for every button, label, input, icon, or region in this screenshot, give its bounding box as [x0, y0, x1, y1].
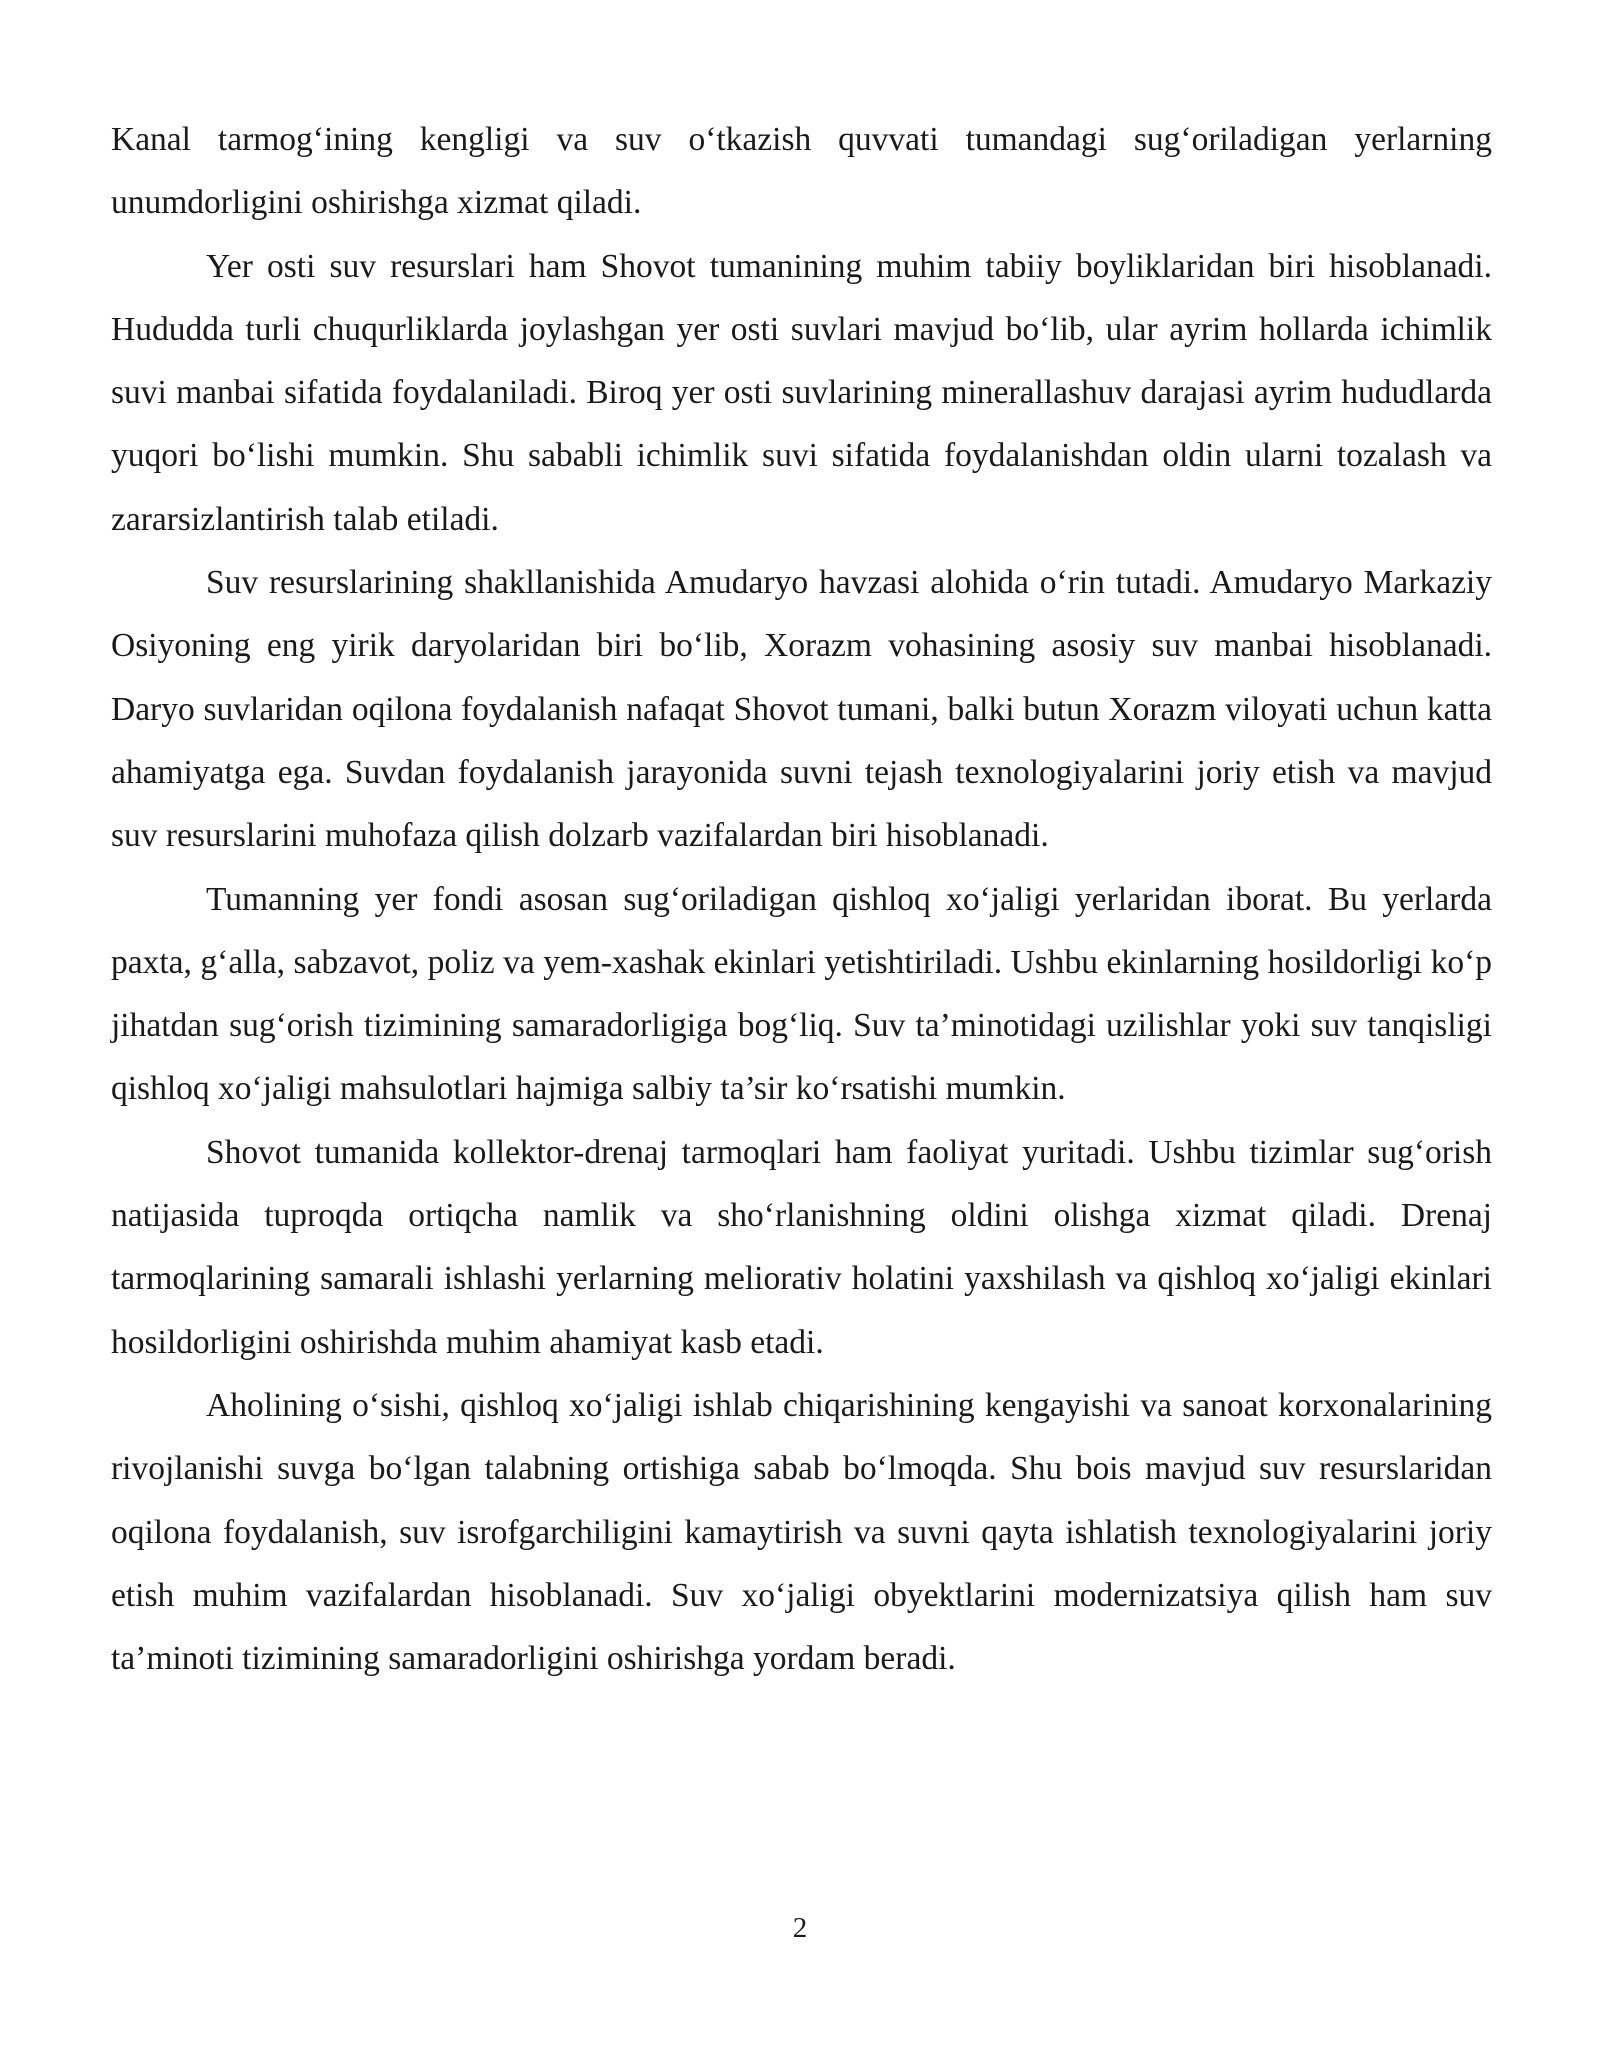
paragraph-1: Kanal tarmog‘ining kengligi va suv o‘tkazish quvvati tumandagi sug‘oriladigan yerlarning unumdorligini oshirishga xizmat qiladi. [111, 121, 1492, 222]
paragraph-5: Shovot tumanida kollektor-drenaj tarmoqlari ham faoliyat yuritadi. Ushbu tizimlar sug‘orish natijasida tuproqda ortiqcha namlik va sho‘rlanishning oldini olishga xizmat qiladi. Drenaj tarmoqlarining samarali ishlashi yerlarning meliorativ holatini yaxshilash va qishloq xo‘jaligi ekinlari hosildorligini oshirishda muhim ahamiyat kasb etadi. [111, 1133, 1492, 1361]
paragraph-2: Yer osti suv resurslari ham Shovot tumanining muhim tabiiy boyliklaridan biri hisoblanadi. Hududda turli chuqurliklarda joylashgan yer osti suvlari mavjud bo‘lib, ular ayrim hollarda ichimlik suvi manbai sifatida foydalaniladi. Biroq yer osti suvlarining minerallashuv darajasi ayrim hududlarda yuqori bo‘lishi mumkin. Shu sababli ichimlik suvi sifatida foydalanishdan oldin ularni tozalash va zararsizlantirish talab etiladi. [111, 247, 1492, 538]
paragraph-4: Tumanning yer fondi asosan sug‘oriladigan qishloq xo‘jaligi yerlaridan iborat. Bu yerlarda paxta, g‘alla, sabzavot, poliz va yem-xashak ekinlari yetishtiriladi. Ushbu ekinlarning hosildorligi ko‘p jihatdan sug‘orish tizimining samaradorligiga bog‘liq. Suv ta’minotidagi uzilishlar yoki suv tanqisligi qishloq xo‘jaligi mahsulotlari hajmiga salbiy ta’sir ko‘rsatishi mumkin. [111, 880, 1492, 1108]
document-page [111, 108, 1492, 1690]
page-number: 2 [792, 1912, 808, 1944]
paragraph-3: Suv resurslarining shakllanishida Amudaryo havzasi alohida o‘rin tutadi. Amudaryo Markaziy Osiyoning eng yirik daryolaridan biri bo‘lib, Xorazm vohasining asosiy suv manbai hisoblanadi. Daryo suvlaridan oqilona foydalanish nafaqat Shovot tumani, balki butun Xorazm viloyati uchun katta ahamiyatga ega. Suvdan foydalanish jarayonida suvni tejash texnologiyalarini joriy etish va mavjud suv resurslarini muhofaza qilish dolzarb vazifalardan biri hisoblanadi. [111, 564, 1492, 855]
paragraph-6: Aholining o‘sishi, qishloq xo‘jaligi ishlab chiqarishining kengayishi va sanoat korxonalarining rivojlanishi suvga bo‘lgan talabning ortishiga sabab bo‘lmoqda. Shu bois mavjud suv resurslaridan oqilona foydalanish, suv isrofgarchiligini kamaytirish va suvni qayta ishlatish texnologiyalarini joriy etish muhim vazifalardan hisoblanadi. Suv xo‘jaligi obyektlarini modernizatsiya qilish ham suv ta’minoti tizimining samaradorligini oshirishga yordam beradi. [111, 1386, 1492, 1678]
